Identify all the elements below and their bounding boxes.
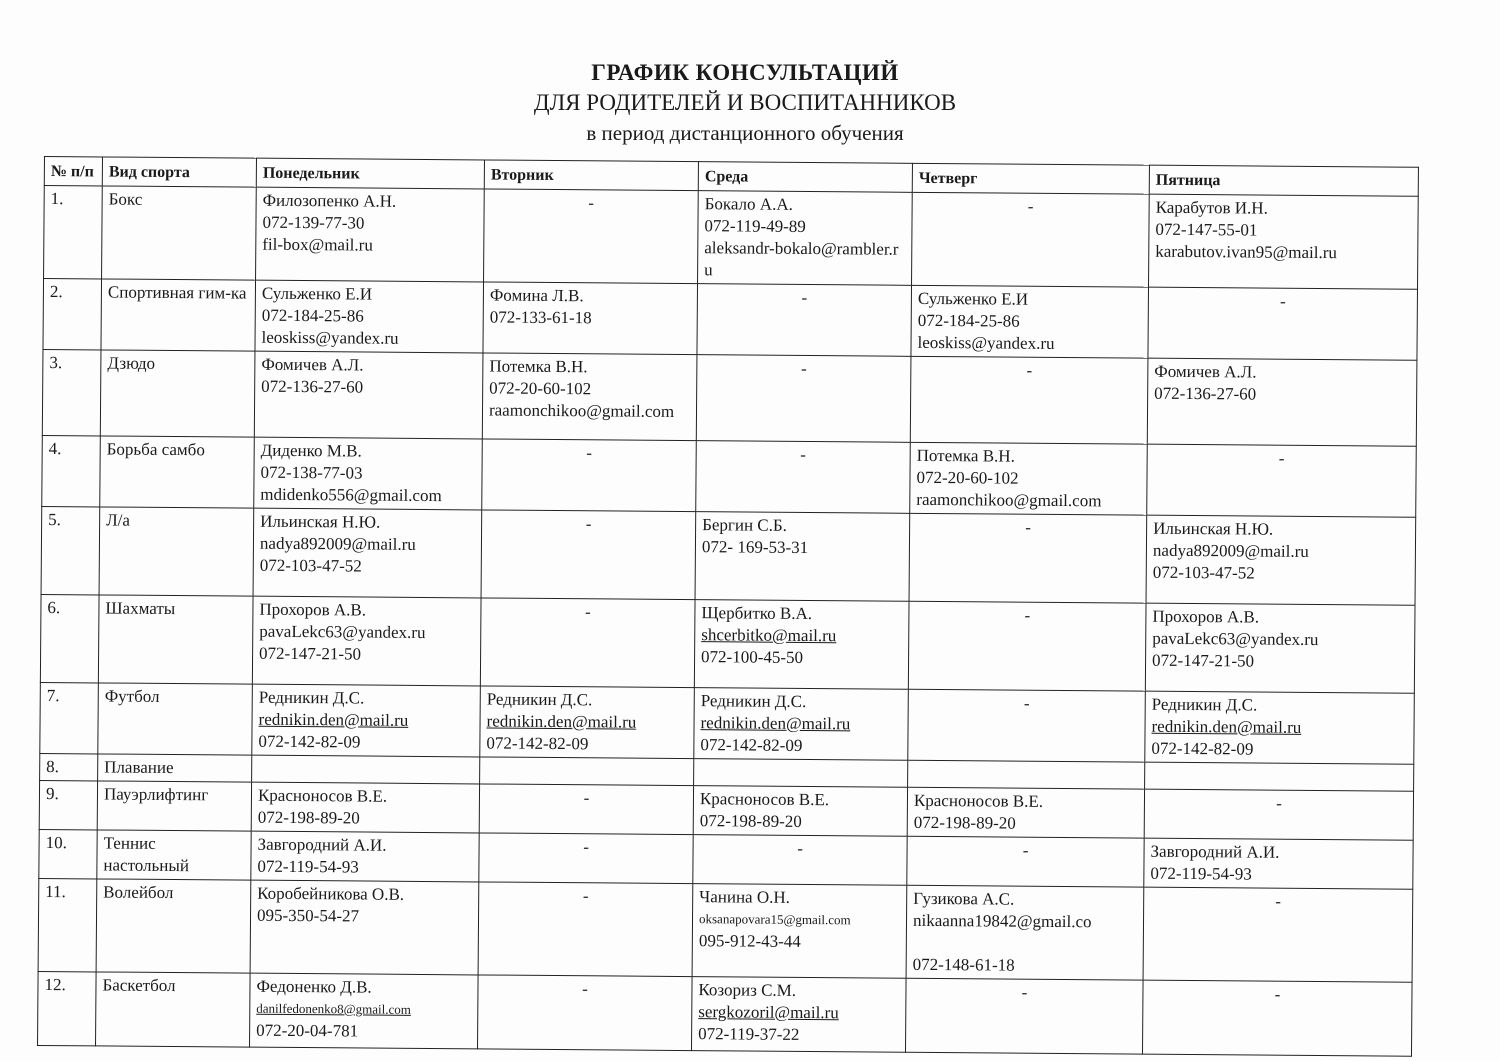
document-header bbox=[0, 58, 1500, 148]
coach-name bbox=[700, 761, 901, 763]
sport-name: Дзюдо bbox=[100, 350, 255, 437]
column-header-monday: Понедельник bbox=[256, 158, 484, 189]
empty-slot-dash: - bbox=[1148, 287, 1418, 360]
contact-phone: 072-119-37-22 bbox=[698, 1024, 800, 1044]
contact-phone: 072-148-61-18 bbox=[912, 954, 1015, 975]
contact-phone: 072-198-89-20 bbox=[699, 811, 802, 831]
consultation-cell bbox=[256, 187, 485, 282]
schedule-body bbox=[38, 186, 1419, 1057]
coach-name: Коробейникова О.В. bbox=[257, 883, 405, 904]
row-number: 11. bbox=[38, 878, 97, 971]
empty-slot-dash: - bbox=[912, 192, 1150, 287]
empty-slot-dash: - bbox=[693, 835, 907, 886]
contact-phone: 072-103-47-52 bbox=[259, 555, 362, 576]
coach-name: Красноносов В.Е. bbox=[913, 790, 1044, 811]
document-title: ГРАФИК КОНСУЛЬТАЦИЙ bbox=[591, 60, 899, 85]
contact-phone: 095-912-43-44 bbox=[698, 931, 801, 951]
contact-email: raamonchikoo@gmail.com bbox=[488, 400, 675, 421]
consultation-cell bbox=[698, 191, 913, 286]
consultation-cell bbox=[1144, 838, 1413, 889]
contact-email: nadya892009@mail.ru bbox=[1152, 540, 1309, 561]
contact-email: mdidenko556@gmail.com bbox=[260, 484, 442, 506]
coach-name: Чанина О.Н. bbox=[699, 887, 791, 907]
table-row bbox=[40, 682, 1415, 764]
empty-slot-dash: - bbox=[478, 975, 693, 1051]
schedule-table bbox=[37, 156, 1419, 1057]
contact-email: leoskiss@yandex.ru bbox=[917, 332, 1055, 353]
coach-name: Федоненко Д.В. bbox=[256, 976, 372, 997]
coach-name: Ильинская Н.Ю. bbox=[260, 511, 381, 532]
empty-slot-dash: - bbox=[908, 689, 1146, 762]
consultation-cell bbox=[250, 973, 479, 1049]
consultation-cell bbox=[694, 759, 908, 788]
empty-slot-dash: - bbox=[909, 513, 1147, 603]
contact-email: rednikin.den@mail.ru bbox=[1151, 716, 1302, 737]
consultation-cell bbox=[253, 508, 482, 598]
empty-slot-dash: - bbox=[479, 833, 693, 884]
contact-phone: 072-147-55-01 bbox=[1155, 219, 1258, 240]
contact-email: raamonchikoo@gmail.com bbox=[916, 489, 1102, 511]
coach-name: Фомичев А.Л. bbox=[1154, 361, 1257, 382]
contact-phone: 072-142-82-09 bbox=[1151, 738, 1254, 759]
consultation-cell bbox=[251, 831, 479, 882]
consultation-cell bbox=[250, 880, 479, 975]
consultation-cell bbox=[695, 512, 910, 602]
coach-name: Сульженко Е.И bbox=[261, 283, 373, 304]
consultation-cell bbox=[694, 688, 909, 761]
coach-name: Редникин Д.С. bbox=[1151, 694, 1258, 715]
contact-phone: 072-138-77-03 bbox=[260, 462, 363, 483]
row-number: 5. bbox=[41, 506, 100, 594]
coach-name: Завгородний А.И. bbox=[257, 834, 387, 855]
contact-email: aleksandr-bokalo@rambler.ru bbox=[704, 238, 899, 280]
contact-email: pavaLekc63@yandex.ru bbox=[259, 621, 426, 643]
contact-email: nadya892009@mail.ru bbox=[259, 533, 416, 554]
coach-name: Бокало А.А. bbox=[704, 194, 793, 214]
row-number: 8. bbox=[40, 753, 98, 780]
contact-phone: 095-350-54-27 bbox=[256, 905, 360, 926]
consultation-cell bbox=[255, 280, 484, 353]
sport-name: Спортивная гим-ка bbox=[101, 279, 256, 351]
table-row bbox=[43, 279, 1418, 361]
table-row bbox=[42, 435, 1417, 517]
coach-name bbox=[914, 763, 1138, 765]
contact-email: oksanapovara15@gmail.com bbox=[698, 911, 851, 928]
contact-email: sergkozoril@mail.ru bbox=[698, 1002, 839, 1023]
consultation-cell bbox=[907, 787, 1144, 838]
column-header-wednesday: Среда bbox=[698, 162, 912, 193]
contact-phone: 072-142-82-09 bbox=[258, 731, 361, 752]
coach-name: Завгородний А.И. bbox=[1150, 841, 1280, 862]
coach-name: Фомичев А.Л. bbox=[261, 354, 364, 375]
empty-slot-dash: - bbox=[907, 836, 1144, 887]
document-subtitle: ДЛЯ РОДИТЕЛЕЙ И ВОСПИТАННИКОВ bbox=[533, 90, 957, 115]
consultation-cell bbox=[254, 351, 483, 439]
consultation-cell bbox=[694, 600, 909, 690]
contact-email: pavaLekc63@yandex.ru bbox=[1152, 628, 1319, 650]
contact-email: leoskiss@yandex.ru bbox=[261, 327, 399, 348]
empty-slot-dash: - bbox=[696, 355, 911, 443]
column-header-num: № п/п bbox=[44, 157, 102, 186]
sport-name: Плавание bbox=[98, 754, 252, 782]
sport-name: Л/а bbox=[99, 507, 254, 596]
empty-slot-dash: - bbox=[482, 439, 697, 512]
contact-phone: 072-103-47-52 bbox=[1152, 562, 1255, 583]
consultation-cell bbox=[1145, 603, 1415, 693]
consultation-cell bbox=[1145, 691, 1415, 764]
contact-email: rednikin.den@mail.ru bbox=[486, 711, 637, 732]
consultation-cell bbox=[693, 786, 907, 837]
coach-name: Диденко М.В. bbox=[260, 440, 362, 461]
coach-name: Редникин Д.С. bbox=[700, 691, 807, 712]
consultation-cell bbox=[252, 684, 481, 757]
contact-phone: 072-119-54-93 bbox=[257, 856, 359, 877]
contact-email: rednikin.den@mail.ru bbox=[258, 709, 409, 730]
column-header-sport: Вид спорта bbox=[102, 157, 256, 187]
sport-name: Пауэрлифтинг bbox=[97, 781, 251, 831]
empty-slot-dash: - bbox=[910, 356, 1148, 444]
consultation-cell bbox=[1149, 194, 1419, 289]
contact-phone: 072-20-60-102 bbox=[489, 378, 592, 399]
contact-phone: 072-136-27-60 bbox=[1154, 383, 1257, 404]
contact-phone bbox=[913, 932, 1137, 956]
empty-slot-dash: - bbox=[481, 510, 696, 600]
contact-phone: 072-198-89-20 bbox=[257, 807, 360, 828]
empty-slot-dash: - bbox=[480, 598, 695, 688]
contact-email: shcerbitko@mail.ru bbox=[701, 625, 837, 646]
sport-name: Футбол bbox=[98, 683, 253, 755]
empty-slot-dash: - bbox=[479, 784, 693, 835]
table-row bbox=[38, 878, 1413, 982]
consultation-cell bbox=[691, 977, 906, 1053]
contact-phone: 072-20-60-102 bbox=[916, 467, 1019, 488]
sport-name: Бокс bbox=[102, 186, 257, 280]
empty-slot-dash: - bbox=[478, 882, 693, 977]
empty-slot-dash: - bbox=[696, 441, 911, 514]
coach-name: Прохоров А.В. bbox=[1152, 606, 1260, 627]
coach-name: Потемка В.Н. bbox=[489, 356, 588, 377]
sport-name: Шахматы bbox=[98, 595, 253, 684]
contact-email: rednikin.den@mail.ru bbox=[700, 713, 851, 734]
consultation-cell bbox=[252, 596, 481, 686]
sport-name: Теннис настольный bbox=[97, 830, 251, 880]
row-number: 9. bbox=[39, 780, 97, 829]
empty-slot-dash: - bbox=[1143, 887, 1413, 982]
row-number: 10. bbox=[39, 829, 97, 878]
row-number: 12. bbox=[38, 971, 97, 1045]
table-row bbox=[44, 186, 1419, 290]
contact-email: fil-box@mail.ru bbox=[262, 234, 373, 255]
contact-phone: 072-136-27-60 bbox=[261, 376, 364, 397]
contact-phone: 072-20-04-781 bbox=[256, 1020, 359, 1041]
contact-email: nikaanna19842@gmail.co bbox=[912, 910, 1092, 932]
consultation-cell bbox=[1147, 358, 1417, 446]
contact-phone: 072-198-89-20 bbox=[913, 812, 1016, 833]
coach-name: Редникин Д.С. bbox=[258, 687, 365, 708]
coach-name: Потемка В.Н. bbox=[916, 445, 1015, 466]
empty-slot-dash: - bbox=[1147, 444, 1417, 517]
contact-phone: 072-147-21-50 bbox=[1151, 650, 1255, 671]
document-period: в период дистанционного обучения bbox=[586, 121, 904, 145]
contact-phone: 072- 169-53-31 bbox=[701, 537, 809, 558]
coach-name bbox=[1151, 765, 1407, 767]
contact-phone: 072-184-25-86 bbox=[261, 305, 364, 326]
consultation-cell bbox=[254, 437, 483, 510]
empty-slot-dash: - bbox=[484, 189, 699, 284]
sport-name: Баскетбол bbox=[96, 972, 251, 1047]
consultation-cell bbox=[908, 760, 1145, 789]
consultation-cell bbox=[482, 353, 697, 441]
contact-phone: 072-142-82-09 bbox=[700, 735, 803, 755]
coach-name: Прохоров А.В. bbox=[259, 599, 367, 620]
table-row bbox=[40, 594, 1415, 693]
contact-email: karabutov.ivan95@mail.ru bbox=[1155, 241, 1338, 263]
coach-name: Сульженко Е.И bbox=[917, 288, 1029, 309]
row-number: 6. bbox=[40, 594, 99, 682]
row-number: 2. bbox=[43, 279, 102, 350]
consultation-cell bbox=[251, 782, 479, 833]
table-row bbox=[41, 506, 1416, 605]
consultation-cell bbox=[910, 442, 1148, 515]
consultation-cell bbox=[692, 884, 907, 979]
table-row bbox=[38, 971, 1413, 1056]
contact-phone: 072-119-49-89 bbox=[704, 216, 806, 236]
contact-phone: 072-147-21-50 bbox=[259, 643, 362, 664]
row-number: 1. bbox=[44, 186, 103, 279]
coach-name bbox=[258, 758, 473, 760]
coach-name: Редникин Д.С. bbox=[486, 689, 593, 710]
coach-name: Карабутов И.Н. bbox=[1155, 197, 1268, 218]
contact-phone: 072-184-25-86 bbox=[917, 310, 1020, 331]
coach-name: Козориз С.М. bbox=[698, 980, 797, 1000]
consultation-cell bbox=[483, 282, 698, 355]
contact-phone: 072-119-54-93 bbox=[1150, 863, 1252, 884]
empty-slot-dash: - bbox=[697, 284, 912, 357]
coach-name: Филозопенко А.Н. bbox=[262, 190, 397, 211]
consultation-cell bbox=[480, 686, 695, 759]
contact-email: danilfedonenko8@gmail.com bbox=[256, 1000, 411, 1017]
consultation-cell bbox=[1145, 762, 1414, 791]
contact-phone: 072-139-77-30 bbox=[262, 212, 365, 233]
empty-slot-dash: - bbox=[1144, 789, 1413, 840]
column-header-tuesday: Вторник bbox=[484, 160, 698, 191]
contact-phone: 072-142-82-09 bbox=[486, 733, 589, 754]
contact-phone: 072-133-61-18 bbox=[489, 307, 592, 328]
consultation-cell bbox=[1146, 515, 1416, 605]
coach-name: Красноносов В.Е. bbox=[699, 789, 830, 810]
coach-name bbox=[486, 759, 687, 761]
row-number: 7. bbox=[40, 682, 99, 753]
column-header-thursday: Четверг bbox=[912, 163, 1149, 194]
coach-name: Красноносов В.Е. bbox=[257, 785, 388, 806]
consultation-cell bbox=[252, 755, 480, 784]
table-row bbox=[42, 349, 1417, 446]
consultation-cell bbox=[480, 757, 694, 786]
consultation-cell bbox=[906, 885, 1144, 980]
row-number: 4. bbox=[42, 435, 101, 506]
coach-name: Фомина Л.В. bbox=[489, 285, 584, 306]
empty-slot-dash: - bbox=[905, 978, 1143, 1054]
consultation-cell bbox=[911, 285, 1149, 358]
coach-name: Бергин С.Б. bbox=[702, 515, 788, 535]
empty-slot-dash: - bbox=[1142, 980, 1412, 1056]
sport-name: Борьба самбо bbox=[100, 436, 255, 508]
coach-name: Щербитко В.А. bbox=[701, 603, 813, 624]
contact-phone: 072-100-45-50 bbox=[701, 647, 804, 667]
row-number: 3. bbox=[42, 349, 101, 435]
coach-name: Гузикова А.С. bbox=[913, 888, 1015, 909]
coach-name: Ильинская Н.Ю. bbox=[1153, 518, 1274, 539]
empty-slot-dash: - bbox=[908, 601, 1146, 691]
column-header-friday: Пятница bbox=[1149, 165, 1418, 196]
sport-name: Волейбол bbox=[96, 879, 251, 973]
